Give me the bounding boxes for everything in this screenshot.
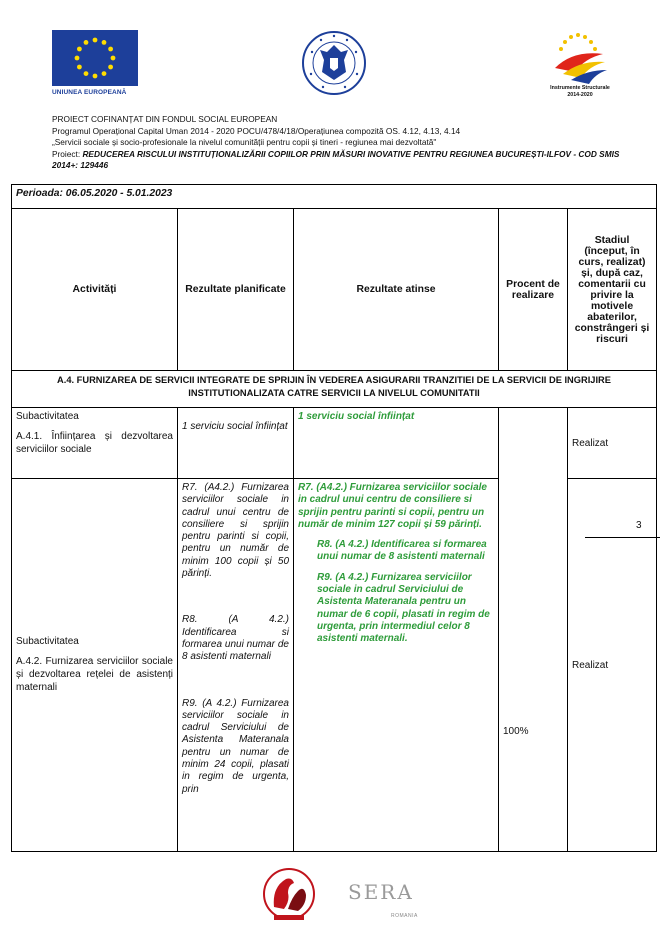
subactivity-label: Subactivitatea — [16, 411, 79, 422]
activity-name: A.4.2. Furnizarea serviciilor sociale și dezvoltarea rețelei de asistenți maternali — [16, 656, 173, 693]
project-title-line — [52, 149, 622, 172]
status-value: Realizat — [572, 659, 609, 671]
page-number: 3 — [636, 520, 642, 531]
period-row — [12, 185, 657, 209]
percent-value: 100% — [503, 726, 529, 737]
header-status: Stadiul (început, în curs, realizat) și, după caz, comentarii cu privire la motivele abaterilor, constrângeri și riscuri — [568, 209, 657, 371]
section-row — [12, 371, 657, 408]
status-value: Realizat — [572, 437, 609, 449]
planned-result: 1 serviciu social înființat — [182, 421, 288, 432]
achieved-r8: R8. (A 4.2.) Identificarea si formarea unui numar de 8 asistenti maternali — [317, 539, 487, 563]
period-cell: Perioada: 06.05.2020 - 5.01.2023 — [12, 185, 657, 209]
project-cofinancing-line: PROIECT COFINANȚAT DIN FONDUL SOCIAL EUROPEAN — [52, 114, 278, 124]
government-of-romania-logo — [301, 30, 367, 96]
activity-cell — [12, 479, 178, 852]
header-percent: Procent de realizare — [499, 209, 568, 371]
section-title: A.4. FURNIZAREA DE SERVICII INTEGRATE DE SPRIJIN ÎN VEDEREA ASIGURARII TRANZITIEI DE LA SERVICII DE INGRIJIRE INSTITUTIONALIZATA CATRE SERVICII LA NIVELUL COMUNITATII — [12, 371, 657, 408]
planned-r9: R9. (A 4.2.) Furnizarea serviciilor sociale in cadrul Serviciului de Asistenta Materanala pentru un numar de minim 24 copii, plasati in regim de urgenta, prin — [182, 697, 289, 795]
percent-cell — [499, 408, 568, 852]
project-program-line: Programul Operațional Capital Uman 2014 - 2020 POCU/478/4/18/Operațiunea compozită OS. 4.12, 4.13, 4.14 — [52, 125, 461, 136]
is-caption-line2: 2014-2020 — [567, 91, 593, 98]
is-caption-line1: Instrumente Structurale — [550, 85, 610, 91]
project-title: REDUCEREA RISCULUI INSTITUȚIONALIZĂRII COPIILOR PRIN MĂSURI INOVATIVE PENTRU REGIUNEA BUCUREȘTI-ILFOV - COD SMIS 2014+: 129446 — [52, 148, 620, 170]
planned-r7: R7. (A4.2.) Furnizarea serviciilor sociale in cadrul unui centru de consiliere si sprijin pentru parinti si copii, pentru un număr de minim 100 copii și 50 părinți. — [182, 482, 289, 580]
structural-instruments-caption — [534, 85, 626, 98]
achieved-cell — [294, 479, 499, 852]
header-row — [12, 209, 657, 371]
page-number-rule — [585, 537, 660, 538]
status-cell — [568, 479, 657, 852]
eu-logo — [52, 30, 140, 96]
achieved-result: 1 serviciu social înființat — [298, 411, 415, 422]
achieved-r7: R7. (A4.2.) Furnizarea serviciilor sociale in cadrul unui centru de consiliere si sprijin pentru parinti si copii, pentru un număr de minim 127 copii și 59 părinți. — [298, 482, 487, 530]
activity-name: A.4.1. Înființarea și dezvoltarea serviciilor sociale — [16, 431, 173, 455]
header-planned-results: Rezultate planificate — [178, 209, 294, 371]
subactivity-label: Subactivitatea — [16, 636, 79, 647]
table-row — [12, 408, 657, 479]
activities-table — [11, 184, 657, 852]
achieved-cell — [294, 408, 499, 479]
planned-cell — [178, 408, 294, 479]
header-achieved-results: Rezultate atinse — [294, 209, 499, 371]
planned-r8: R8. (A 4.2.) Identificarea si formarea unui numar de 8 asistenti maternali — [182, 614, 289, 663]
achieved-r9: R9. (A 4.2.) Furnizarea serviciilor sociale in cadrul Serviciului de Asistenta Materanala pentru un numar de 6 copii, plasati in regim de urgenta, prin intermediul celor 8 asistenti maternali. — [317, 571, 490, 645]
header-activities: Activități — [12, 209, 178, 371]
fdss-logo — [262, 867, 316, 925]
project-title-prefix: Proiect: — [52, 148, 83, 159]
activity-cell — [12, 408, 178, 479]
status-cell — [568, 408, 657, 479]
project-services-line: „Servicii sociale și socio-profesionale la nivelul comunității pentru copii și tineri - regiunea mai dezvoltată" — [52, 137, 437, 147]
project-info — [52, 114, 622, 172]
eu-flag-icon — [52, 30, 138, 86]
planned-cell — [178, 479, 294, 852]
eu-caption: UNIUNEA EUROPEANĂ — [52, 89, 127, 96]
sera-logo-subtext: ROMANIA — [391, 913, 418, 919]
sera-logo: SERA — [348, 880, 414, 904]
